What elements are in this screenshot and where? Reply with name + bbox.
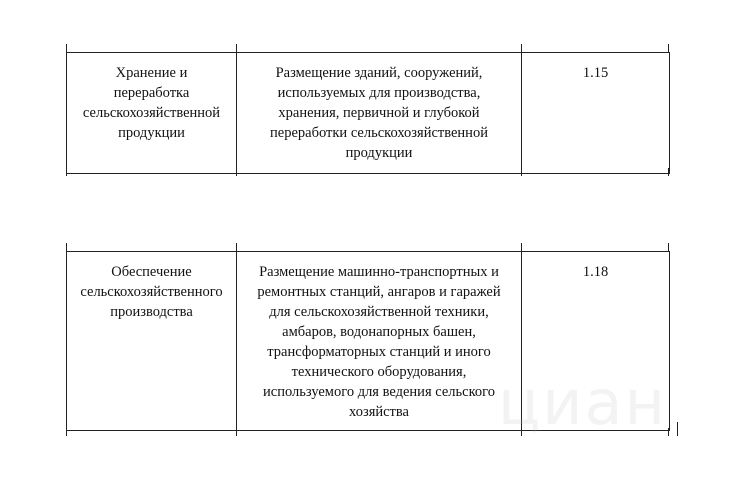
cell-line: продукции <box>345 145 413 161</box>
table-row <box>67 53 670 174</box>
land-use-code: 1.18 <box>582 264 609 280</box>
land-use-code-cell <box>522 53 670 174</box>
cell-line: продукции <box>118 125 185 141</box>
table-row <box>67 252 670 431</box>
table-edge-tick <box>521 243 522 251</box>
table-edge-tick <box>236 243 237 251</box>
table-edge-tick <box>66 44 67 52</box>
cell-line: сельскохозяйственного <box>80 284 223 300</box>
cell-line: Размещение машинно-транспортных и <box>259 264 499 280</box>
land-use-description-cell <box>237 53 522 174</box>
table-edge-tick <box>521 428 522 436</box>
cell-line: амбаров, водонапорных башен, <box>282 324 476 340</box>
cell-line: ремонтных станций, ангаров и гаражей <box>257 284 501 300</box>
land-use-description-cell <box>237 252 522 431</box>
cell-line: сельскохозяйственной <box>82 105 221 121</box>
cell-line: используемого для ведения сельского <box>263 384 495 400</box>
cell-line: производства <box>110 304 193 320</box>
cell-line: Размещение зданий, сооружений, <box>275 65 483 81</box>
cell-line: хранения, первичной и глубокой <box>278 105 480 121</box>
land-use-name-cell <box>67 252 237 431</box>
table-edge-tick <box>521 168 522 176</box>
cell-line: технического оборудования, <box>291 364 467 380</box>
table-edge-tick <box>668 44 669 52</box>
table-edge-tick <box>66 428 67 436</box>
table-edge-tick <box>668 428 669 436</box>
land-use-table-row-2 <box>66 251 670 431</box>
cell-line: трансформаторных станций и иного <box>267 344 491 360</box>
cell-line: переработка <box>113 85 190 101</box>
table-edge-tick <box>236 168 237 176</box>
cell-line: Хранение и <box>115 65 188 81</box>
table-edge-tick <box>521 44 522 52</box>
table-edge-tick <box>668 168 669 176</box>
land-use-table-row-1 <box>66 52 670 174</box>
table-edge-tick <box>66 168 67 176</box>
stray-line-mark <box>677 422 678 436</box>
land-use-name-cell <box>67 53 237 174</box>
table-edge-tick <box>236 44 237 52</box>
watermark-logo: циан <box>498 366 668 439</box>
land-use-code-cell <box>522 252 670 431</box>
table-edge-tick <box>66 243 67 251</box>
cell-line: переработки сельскохозяйственной <box>270 125 488 141</box>
cell-line: для сельскохозяйственной техники, <box>269 304 489 320</box>
table-edge-tick <box>236 428 237 436</box>
cell-line: используемых для производства, <box>277 85 481 101</box>
cell-line: хозяйства <box>349 404 409 420</box>
cell-line: Обеспечение <box>111 264 192 280</box>
land-use-code: 1.15 <box>582 65 609 81</box>
table-edge-tick <box>668 243 669 251</box>
